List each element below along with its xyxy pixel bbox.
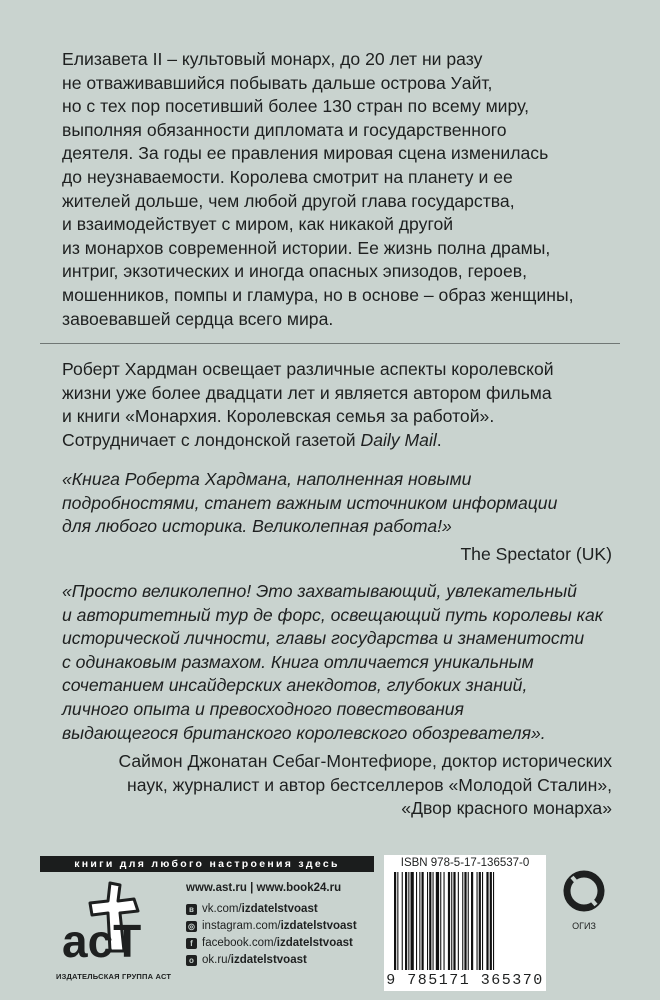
- ogiz-logo-icon: [562, 869, 606, 939]
- text-line: и книги «Монархия. Королевская семья за работой».: [62, 406, 495, 427]
- quote-source: The Spectator (UK): [460, 544, 612, 564]
- quote-line: сочетанием инсайдерских анекдотов, глубоких знаний,: [62, 675, 528, 696]
- divider: [40, 343, 620, 344]
- text-line: мошенников, помпы и гламура, но в основе – образ женщины,: [62, 285, 574, 305]
- quote-source: наук, журналист и автор бестселлеров «Молодой Сталин»,: [127, 774, 612, 795]
- text-line: интриг, экзотических и иногда опасных эпизодов, героев,: [62, 261, 527, 282]
- logo-text: acT: [62, 915, 142, 967]
- publisher-name: ИЗДАТЕЛЬСКАЯ ГРУППА АСТ: [56, 972, 172, 981]
- quote-source: «Двор красного монарха»: [401, 798, 612, 819]
- social-prefix: facebook.com/: [202, 937, 277, 949]
- text-line: завоевавшей сердца всего мира.: [62, 308, 334, 329]
- slogan-strip: книги для любого настроения здесь: [40, 856, 374, 872]
- social-facebook[interactable]: [186, 937, 353, 949]
- social-ok[interactable]: [186, 954, 307, 966]
- isbn: ISBN 978-5-17-136537-0: [400, 857, 530, 869]
- ogiz-logo-text: ОГИЗ: [572, 921, 596, 931]
- quote-line: подробностями, станет важным источником информации: [62, 492, 558, 513]
- quote-source: Саймон Джонатан Себаг-Монтефиоре, доктор исторических: [118, 751, 612, 771]
- text-line: до неузнаваемости. Королева смотрит на планету и ее: [62, 167, 513, 187]
- quote-line: личного опыта и превосходного повествования: [62, 699, 464, 719]
- social-handle: izdatelstvoast: [276, 937, 353, 949]
- instagram-icon: ◎: [186, 921, 197, 932]
- quote-line: и авторитетный тур де форс, освещающий путь королевы как: [62, 604, 604, 625]
- social-instagram[interactable]: [186, 920, 357, 932]
- quote-line: исторической личности, главы государства и знаменитости: [62, 628, 585, 649]
- social-prefix: vk.com/: [202, 903, 242, 915]
- barcode-bars-icon: [390, 872, 540, 972]
- text-line: жизни уже более двадцати лет и является автором фильма: [62, 382, 552, 403]
- text-fragment: .: [436, 429, 442, 450]
- text-line: и взаимодействует с миром, как никакой другой: [62, 214, 454, 235]
- text-line: из монархов современной истории. Ее жизнь полна драмы,: [62, 237, 551, 258]
- text-line: жителей дольше, чем любой другой глава государства,: [62, 190, 515, 211]
- social-handle: izdatelstvoast: [241, 903, 318, 915]
- social-vk[interactable]: [186, 903, 318, 915]
- social-handle: izdatelstvoast: [230, 954, 307, 966]
- quote-line: для любого историка. Великолепная работа!»: [62, 516, 452, 537]
- text-fragment: Сотрудничает с лондонской газетой: [62, 429, 361, 450]
- barcode: [384, 855, 546, 991]
- vk-icon: в: [186, 904, 197, 915]
- quote-line: выдающегося британского королевского обозревателя».: [62, 722, 546, 743]
- quote-line: «Просто великолепно! Это захватывающий, увлекательный: [62, 581, 577, 601]
- social-handle: izdatelstvoast: [280, 920, 357, 932]
- websites[interactable]: www.ast.ru | www.book24.ru: [186, 882, 342, 894]
- quote-line: «Книга Роберта Хардмана, наполненная новыми: [62, 469, 472, 489]
- facebook-icon: f: [186, 938, 197, 949]
- text-line: но с тех пор посетивший более 130 стран по всему миру,: [62, 96, 530, 117]
- text-line: деятеля. За годы ее правления мировая сцена изменилась: [62, 143, 549, 164]
- ok-icon: o: [186, 955, 197, 966]
- text-line: [62, 429, 622, 453]
- text-line: выполняя обязанности дипломата и государственного: [62, 119, 507, 140]
- barcode-number: 9 785171 365370: [386, 972, 544, 989]
- social-prefix: instagram.com/: [202, 920, 281, 932]
- newspaper-name: Daily Mail: [360, 429, 437, 450]
- text-line: Елизавета II – культовый монарх, до 20 лет ни разу: [62, 49, 483, 69]
- quote-line: с одинаковым размахом. Книга отличается уникальным: [62, 651, 534, 672]
- ast-logo-icon: [58, 877, 154, 967]
- text-line: не отваживавшийся побывать дальше острова Уайт,: [62, 72, 493, 93]
- social-prefix: ok.ru/: [202, 954, 231, 966]
- text-line: Роберт Хардман освещает различные аспекты королевской: [62, 359, 554, 379]
